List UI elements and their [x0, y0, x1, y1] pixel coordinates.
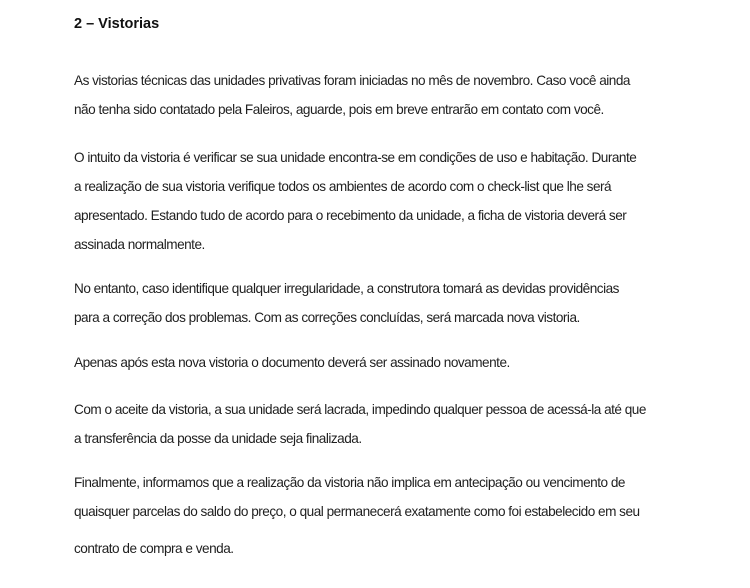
- paragraph-line: Apenas após esta nova vistoria o documento deverá ser assinado novamente.: [74, 355, 510, 370]
- paragraph-line: a transferência da posse da unidade seja finalizada.: [74, 431, 362, 446]
- paragraph-line: não tenha sido contatado pela Faleiros, aguarde, pois em breve entrarão em contato com você.: [74, 102, 604, 117]
- paragraph-irregularities: [74, 274, 694, 332]
- paragraph-line: Com o aceite da vistoria, a sua unidade será lacrada, impedindo qualquer pessoa de acessá-la até que: [74, 402, 646, 417]
- paragraph-line: No entanto, caso identifique qualquer irregularidade, a construtora tomará as devidas providências: [74, 281, 619, 296]
- paragraph-unit-sealed: [74, 395, 694, 453]
- section-heading: 2 – Vistorias: [74, 16, 160, 32]
- paragraph-line: quaisquer parcelas do saldo do preço, o qual permanecerá exatamente como foi estabelecido em seu: [74, 504, 640, 519]
- paragraph-line: Finalmente, informamos que a realização da vistoria não implica em antecipação ou vencimento de: [74, 475, 625, 490]
- paragraph-line: a realização de sua vistoria verifique todos os ambientes de acordo com o check-list que lhe será: [74, 179, 612, 194]
- paragraph-inspections-started: [74, 66, 694, 124]
- paragraph-line: assinada normalmente.: [74, 237, 205, 252]
- paragraph-sign-again: [74, 348, 694, 377]
- paragraph-line: contrato de compra e venda.: [74, 541, 234, 556]
- paragraph-line: para a correção dos problemas. Com as correções concluídas, será marcada nova vistoria.: [74, 310, 580, 325]
- paragraph-line: O intuito da vistoria é verificar se sua unidade encontra-se em condições de uso e habitação. Durante: [74, 150, 637, 165]
- paragraph-inspection-purpose: [74, 143, 694, 259]
- paragraph-line: As vistorias técnicas das unidades privativas foram iniciadas no mês de novembro. Caso você ainda: [74, 73, 630, 88]
- paragraph-payment-terms: [74, 468, 694, 563]
- paragraph-line: apresentado. Estando tudo de acordo para o recebimento da unidade, a ficha de vistoria deverá ser: [74, 208, 627, 223]
